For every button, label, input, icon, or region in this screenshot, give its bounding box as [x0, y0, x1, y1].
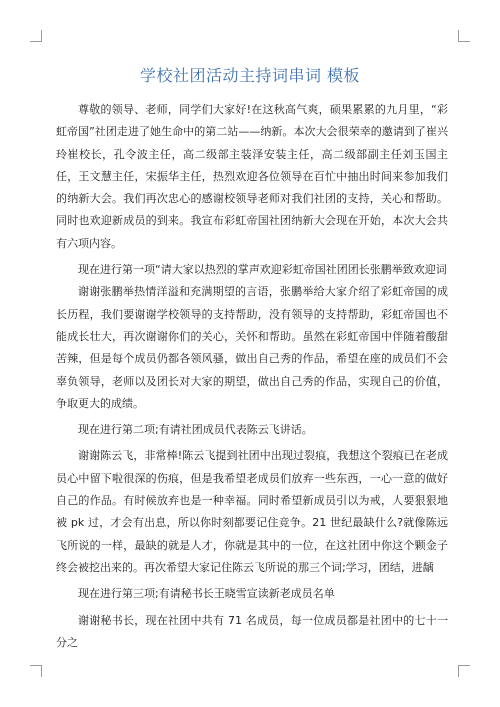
crop-mark-bottom-right	[458, 665, 470, 677]
paragraph-opening: 尊敬的领导、老师，同学们大家好!在这秋高气爽，硕果累累的九月里，“彩虹帝国”社团走进了她生命中的第二站——纳新。本次大会很荣幸的邀请到了崔兴玲崔校长，孔令波主任，高二级部主装泽安装主任，高二级部副主任刘玉国主任，王文慧主任，宋振华主任，热烈欢迎各位领导在百忙中抽出时间来参加我们的纳新大会。我们再次忠心的感谢校领导老师对我们社团的支持，关心和帮助。同时也欢迎新成员的到来。我宣布彩虹帝国社团纳新大会现在开始，本次大会共有六项内容。	[56, 103, 448, 250]
paragraph-item-three: 现在进行第三项;有请秘书长王晓雪宣读新老成员名单	[78, 587, 335, 601]
document-title: 学校社团活动主持词串词 模板	[139, 66, 361, 85]
crop-mark-top-right	[458, 30, 470, 42]
paragraph-item-two: 现在进行第二项;有请社团成员代表陈云飞讲话。	[78, 423, 313, 437]
paragraph-thanks-secretary: 谢谢秘书长，现在社团中共有 71 名成员，每一位成员都是社团中的七十一分之	[56, 613, 448, 649]
paragraph-item-one: 现在进行第一项“请大家以热烈的掌声欢迎彩虹帝国社团团长张鹏举致欢迎词	[78, 263, 447, 277]
crop-mark-bottom-left	[30, 665, 42, 677]
crop-mark-top-left	[30, 30, 42, 42]
paragraph-thanks-leader: 谢谢张鹏举热情洋溢和充满期望的言语，张鹏举给大家介绍了彩虹帝国的成长历程，我们要谢谢学校领导的支持帮助，没有领导的支持帮助，彩虹帝国也不能成长壮大，再次谢谢你们的关心，关怀和帮助。虽然在彩虹帝国中伴随着酸甜苦辣，但是每个成员仍都各领风骚，做出自己秀的作品，希望在座的成员们不会辜负领导，老师以及团长对大家的期望，做出自己秀的作品，实现自己的价值，争取更大的成绩。	[56, 285, 448, 410]
document-body	[56, 99, 448, 658]
paragraph-thanks-member: 谢谢陈云飞，非常棒!陈云飞提到社团中出现过裂痕，我想这个裂痕已在老成员心中留下啦很深的伤痕，但是我希望老成员们放弃一些东西，一心一意的做好自己的作品。有时候放弃也是一种幸福。同时希望新成员引以为戒，人要狠狠地被 pk 过，才会有出息，所以你时刻都要记住竞争。21 世纪最缺什么?就像陈远飞所说的一样，最缺的就是人才，你就是其中的一位，在这社团中你这个颗金子终会被挖出来的。再次希望大家记住陈云飞所说的那三个词;学习，团结，进龋	[56, 449, 448, 574]
